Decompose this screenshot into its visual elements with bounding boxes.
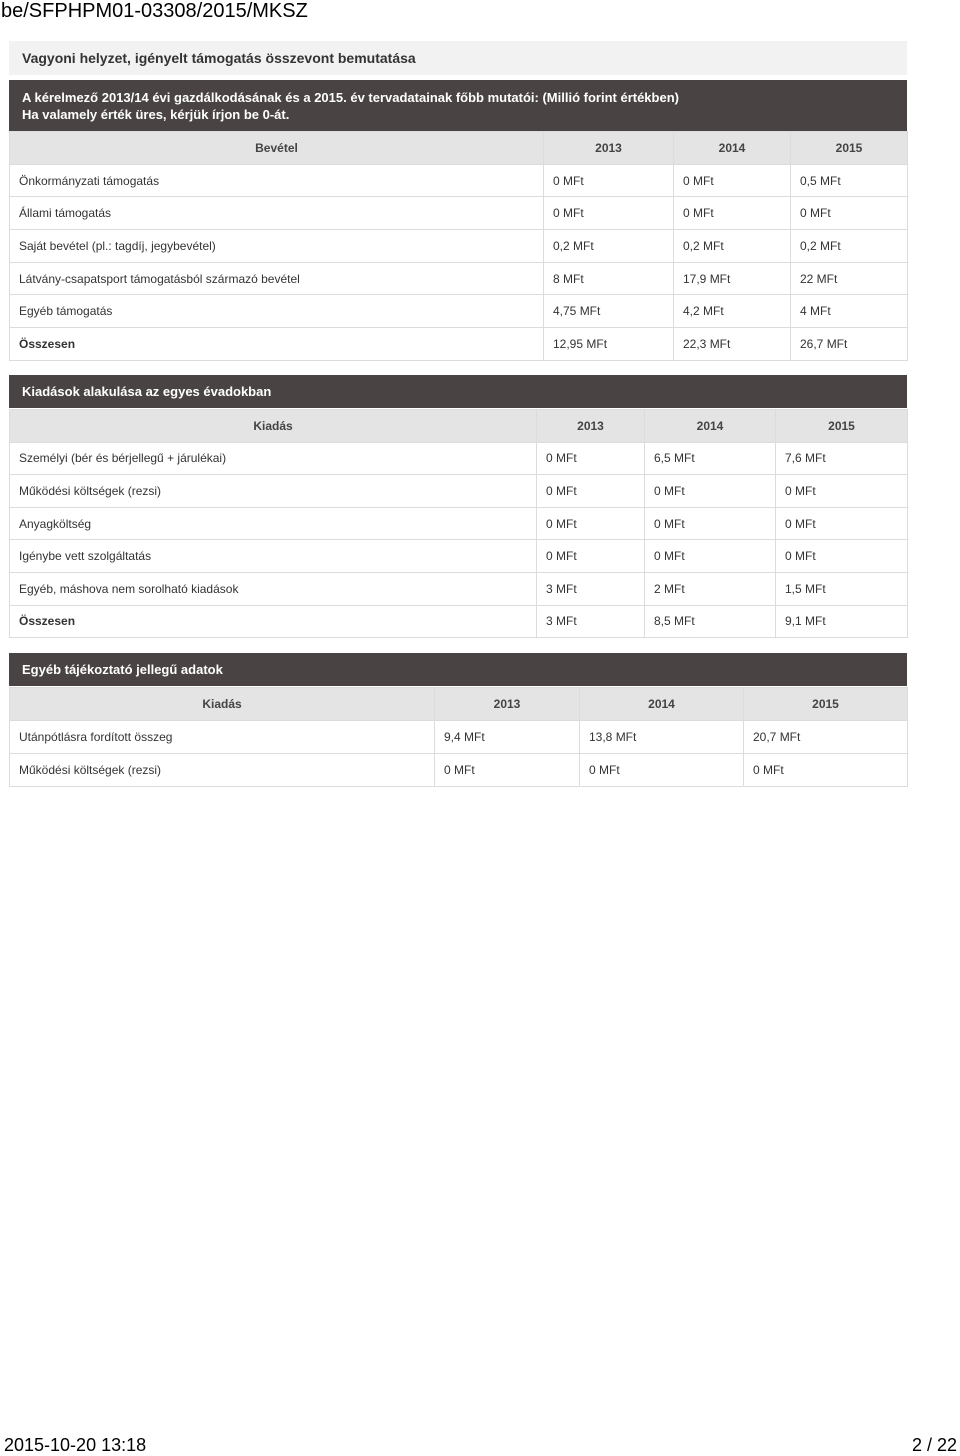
column-header: 2015 xyxy=(744,688,908,721)
revenue-heading-line1: A kérelmező 2013/14 évi gazdálkodásának és a 2015. év tervadatainak főbb mutatói: (Millió forint értékben) xyxy=(22,90,679,105)
total-value: 22,3 MFt xyxy=(674,328,791,361)
total-value: 8,5 MFt xyxy=(645,605,776,638)
row-label: Személyi (bér és bérjellegű + járulékai) xyxy=(10,442,537,475)
row-label: Igénybe vett szolgáltatás xyxy=(10,540,537,573)
table-header-row xyxy=(10,410,908,443)
row-label: Látvány-csapatsport támogatásból származó bevétel xyxy=(10,262,544,295)
table-row xyxy=(10,230,908,263)
total-value: 12,95 MFt xyxy=(544,328,674,361)
total-value: 9,1 MFt xyxy=(776,605,908,638)
table-row xyxy=(10,164,908,197)
expenses-section-heading: Kiadások alakulása az egyes évadokban xyxy=(9,375,907,408)
row-label: Állami támogatás xyxy=(10,197,544,230)
row-label: Működési költségek (rezsi) xyxy=(10,475,537,508)
column-header: Bevétel xyxy=(10,132,544,165)
cell-value: 0 MFt xyxy=(544,164,674,197)
table-row xyxy=(10,754,908,787)
total-label: Összesen xyxy=(10,605,537,638)
column-header: 2014 xyxy=(645,410,776,443)
cell-value: 0 MFt xyxy=(537,540,645,573)
cell-value: 13,8 MFt xyxy=(580,721,744,754)
cell-value: 0 MFt xyxy=(537,475,645,508)
page-title: Vagyoni helyzet, igényelt támogatás összevont bemutatása xyxy=(9,41,907,75)
document-id: be/SFPHPM01-03308/2015/MKSZ xyxy=(1,0,308,22)
total-value: 3 MFt xyxy=(537,605,645,638)
cell-value: 9,4 MFt xyxy=(435,721,580,754)
table-row xyxy=(10,572,908,605)
cell-value: 4 MFt xyxy=(791,295,908,328)
cell-value: 0,2 MFt xyxy=(791,230,908,263)
cell-value: 0 MFt xyxy=(776,475,908,508)
cell-value: 0 MFt xyxy=(537,507,645,540)
cell-value: 0 MFt xyxy=(791,197,908,230)
other-data-section-heading: Egyéb tájékoztató jellegű adatok xyxy=(9,653,907,686)
table-row xyxy=(10,197,908,230)
table-header-row xyxy=(10,132,908,165)
column-header: 2013 xyxy=(435,688,580,721)
cell-value: 0 MFt xyxy=(645,475,776,508)
revenue-section-heading xyxy=(9,80,907,131)
revenue-table xyxy=(9,131,908,361)
column-header: 2015 xyxy=(776,410,908,443)
cell-value: 0 MFt xyxy=(645,540,776,573)
total-row xyxy=(10,328,908,361)
cell-value: 0 MFt xyxy=(537,442,645,475)
row-label: Utánpótlásra fordított összeg xyxy=(10,721,435,754)
cell-value: 22 MFt xyxy=(791,262,908,295)
cell-value: 0 MFt xyxy=(744,754,908,787)
other-data-table xyxy=(9,687,908,787)
cell-value: 0 MFt xyxy=(544,197,674,230)
row-label: Működési költségek (rezsi) xyxy=(10,754,435,787)
row-label: Önkormányzati támogatás xyxy=(10,164,544,197)
column-header: 2013 xyxy=(544,132,674,165)
cell-value: 3 MFt xyxy=(537,572,645,605)
cell-value: 0 MFt xyxy=(776,507,908,540)
cell-value: 1,5 MFt xyxy=(776,572,908,605)
cell-value: 0 MFt xyxy=(674,197,791,230)
row-label: Egyéb támogatás xyxy=(10,295,544,328)
row-label: Egyéb, máshova nem sorolható kiadások xyxy=(10,572,537,605)
cell-value: 17,9 MFt xyxy=(674,262,791,295)
table-header-row xyxy=(10,688,908,721)
row-label: Anyagköltség xyxy=(10,507,537,540)
cell-value: 0 MFt xyxy=(645,507,776,540)
page-number: 2 / 22 xyxy=(911,1435,957,1455)
table-row xyxy=(10,262,908,295)
cell-value: 8 MFt xyxy=(544,262,674,295)
total-row xyxy=(10,605,908,638)
cell-value: 4,2 MFt xyxy=(674,295,791,328)
cell-value: 4,75 MFt xyxy=(544,295,674,328)
column-header: 2014 xyxy=(580,688,744,721)
total-label: Összesen xyxy=(10,328,544,361)
cell-value: 2 MFt xyxy=(645,572,776,605)
column-header: Kiadás xyxy=(10,688,435,721)
column-header: 2013 xyxy=(537,410,645,443)
table-row xyxy=(10,475,908,508)
cell-value: 0,2 MFt xyxy=(674,230,791,263)
table-row xyxy=(10,295,908,328)
cell-value: 0 MFt xyxy=(776,540,908,573)
cell-value: 0,5 MFt xyxy=(791,164,908,197)
total-value: 26,7 MFt xyxy=(791,328,908,361)
column-header: 2015 xyxy=(791,132,908,165)
row-label: Saját bevétel (pl.: tagdíj, jegybevétel) xyxy=(10,230,544,263)
cell-value: 7,6 MFt xyxy=(776,442,908,475)
cell-value: 20,7 MFt xyxy=(744,721,908,754)
table-row xyxy=(10,442,908,475)
column-header: Kiadás xyxy=(10,410,537,443)
cell-value: 0 MFt xyxy=(674,164,791,197)
table-row xyxy=(10,540,908,573)
revenue-heading-line2: Ha valamely érték üres, kérjük írjon be 0-át. xyxy=(22,107,290,122)
cell-value: 0 MFt xyxy=(580,754,744,787)
table-row xyxy=(10,721,908,754)
expenses-table xyxy=(9,409,908,638)
cell-value: 6,5 MFt xyxy=(645,442,776,475)
cell-value: 0,2 MFt xyxy=(544,230,674,263)
column-header: 2014 xyxy=(674,132,791,165)
print-timestamp: 2015-10-20 13:18 xyxy=(4,1435,147,1455)
table-row xyxy=(10,507,908,540)
cell-value: 0 MFt xyxy=(435,754,580,787)
